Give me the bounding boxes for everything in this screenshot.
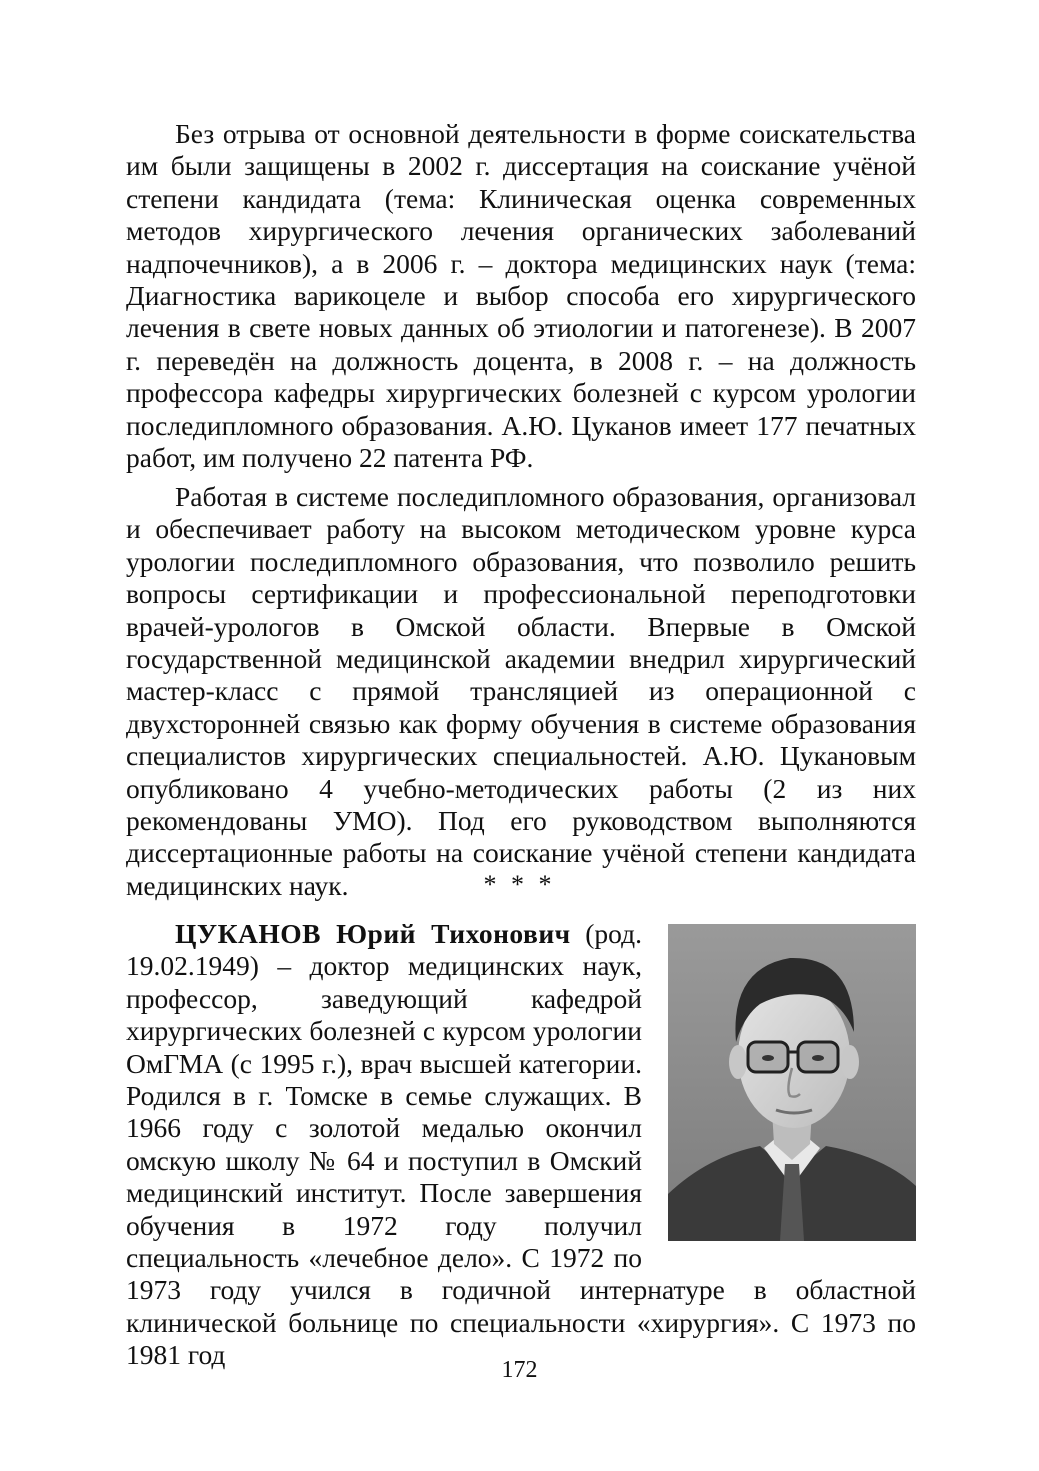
page-number: 172 — [501, 1357, 538, 1383]
paragraph-postgraduate-education: Работая в системе последипломного образования, организовал и обеспечивает работу на высоком методическом уровне курса урологии последипломного образования, что позволило решить вопросы сертификации и профессиональной переподготовки врачей-урологов в Омской области. Впервые в Омской государственной медицинской академии внедрил хирургический мастер-класс с прямой трансляцией из операционной с двухсторонней связью как форму обучения в системе образования специалистов хирургических специальностей. А.Ю. Цукановым опубликовано 4 учебно-методических работы (2 из них рекомендованы УМО). Под его руководством выполняются диссертационные работы на соискание учёной степени кандидата медицинских наук. — [126, 481, 916, 901]
person-name: ЦУКАНОВ Юрий Тихонович — [175, 918, 571, 949]
portrait-photo — [668, 924, 916, 1241]
section-separator: * * * — [483, 870, 556, 899]
paragraph-dissertations: Без отрыва от основной деятельности в форме соискательства им были защищены в 2002 г. диссертация на соискание учёной степени кандидата (тема: Клиническая оценка современных методов хирургического лечения органических заболеваний надпочечников), а в 2006 г. – доктора медицинских наук (тема: Диагностика варикоцеле и выбор способа его хирургического лечения в свете новых данных об этиологии и патогенезе). В 2007 г. переведён на должность доцента, в 2008 г. – на должность профессора кафедры хирургических болезней с курсом урологии последипломного образования. А.Ю. Цуканов имеет 177 печатных работ, им получено 22 патента РФ. — [126, 118, 916, 474]
biography-entry — [126, 918, 916, 1372]
biography-text: (род. 19.02.1949) – доктор медицинских наук, профессор, заведующий кафедрой хирургических болезней с курсом урологии ОмГМА (с 1995 г.), врач высшей категории. Родился в г. Томске в семье служащих. В 1966 году с золотой медалью окончил омскую школу № 64 и поступил в Омский медицинский институт. После завершения обучения в 1972 году получил специальность «лечебное дело». С 1972 по 1973 году учился в годичной интернатуре в областной клинической больнице по специальности «хирургия». С 1973 по 1981 год — [126, 918, 916, 1371]
portrait-illustration — [668, 924, 916, 1241]
